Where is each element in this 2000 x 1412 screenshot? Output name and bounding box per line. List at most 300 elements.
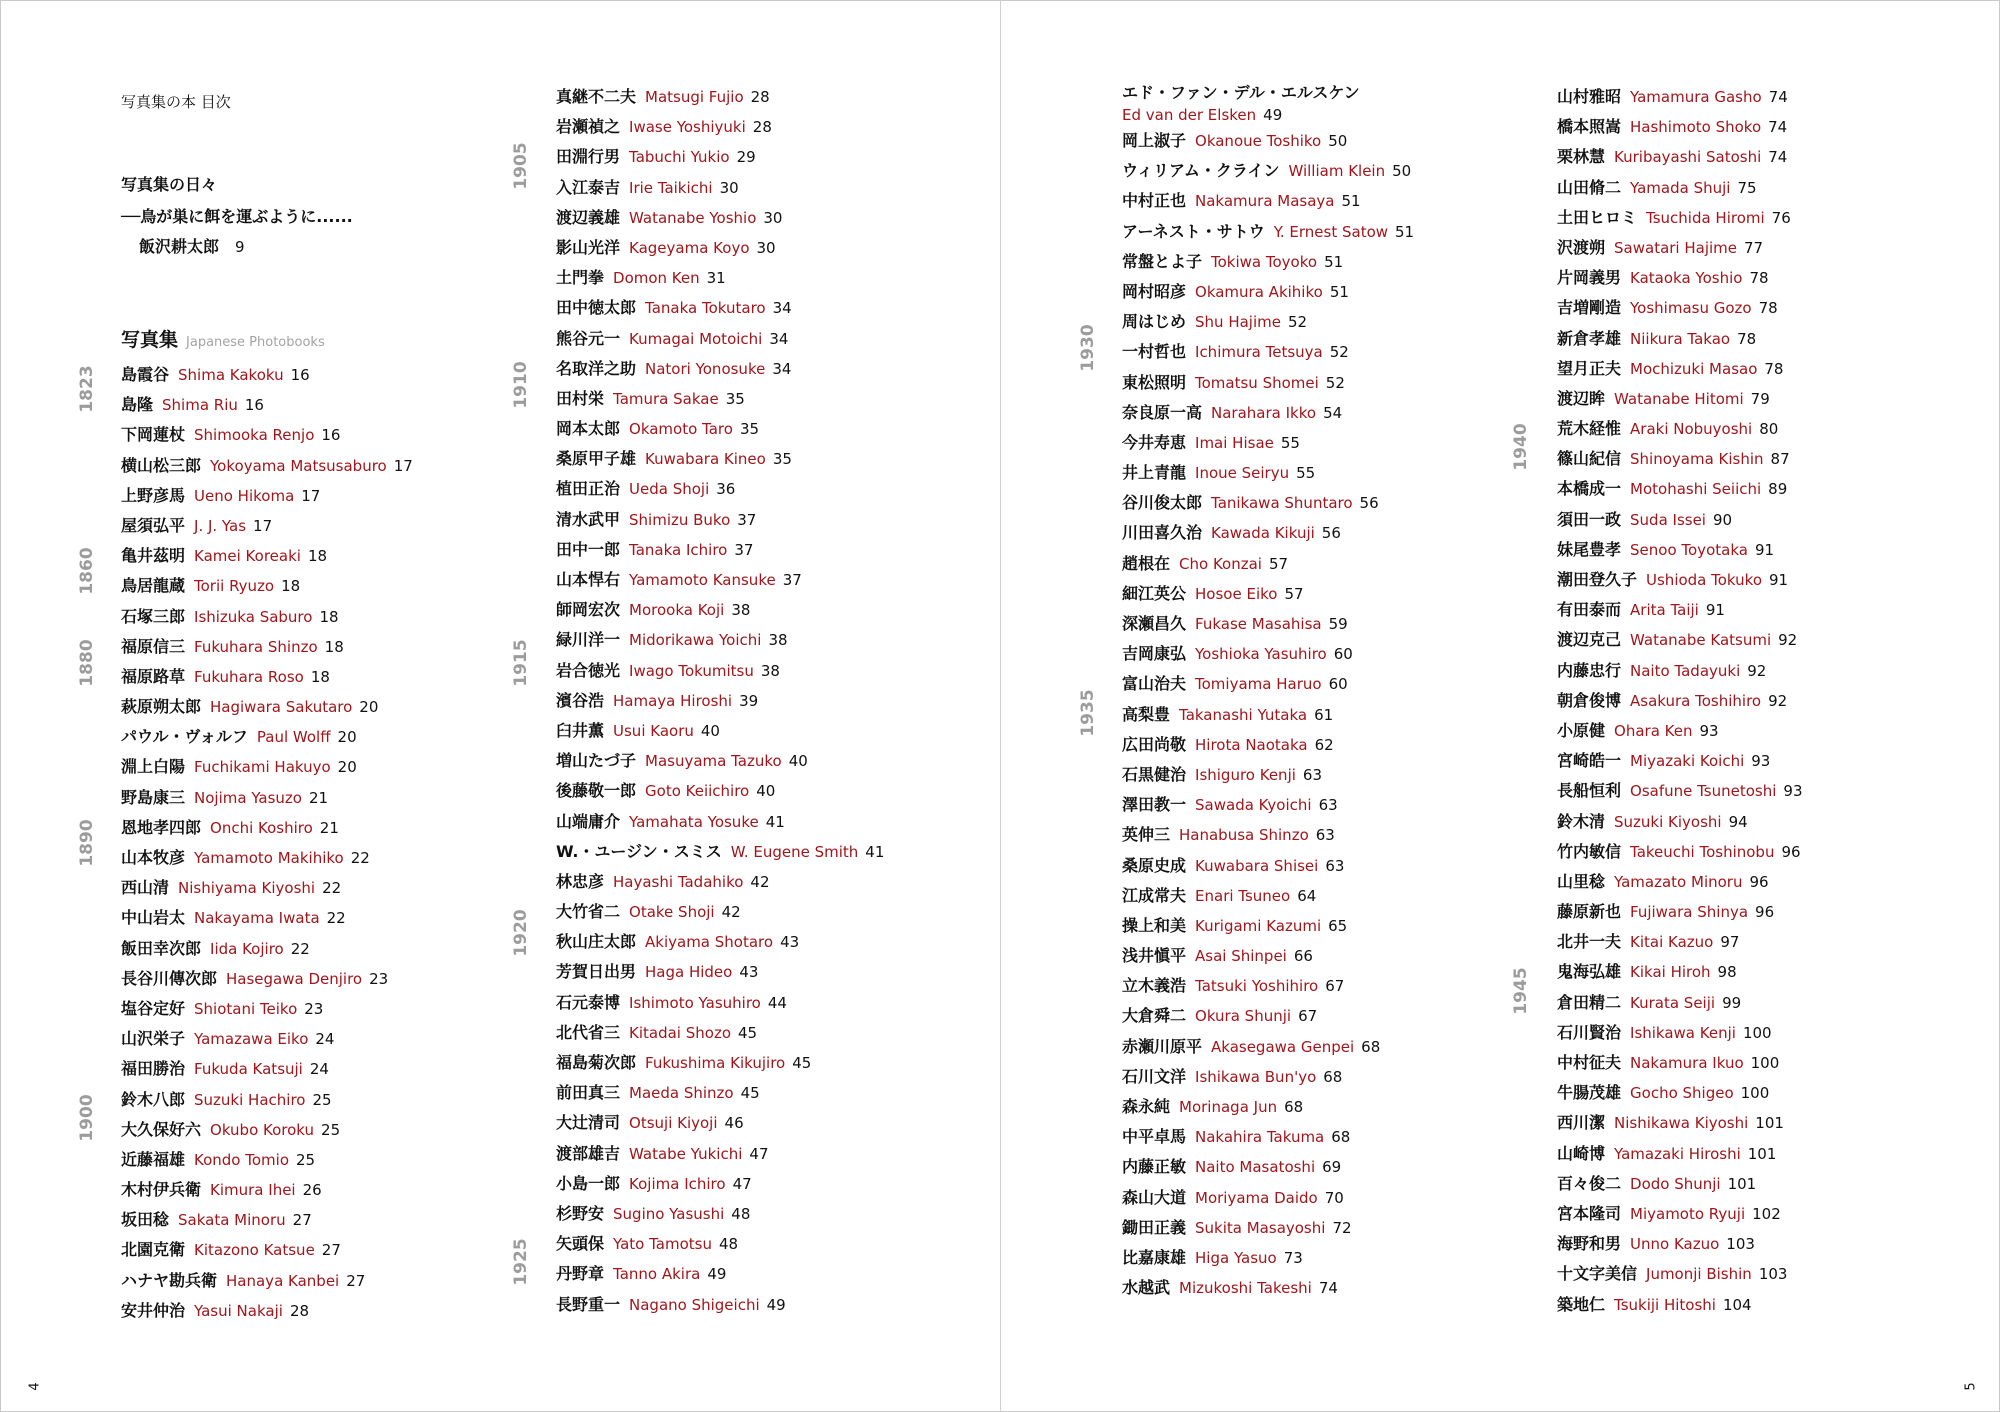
photographer-name-ja: 塩谷定好: [121, 998, 186, 1018]
toc-entry: [1122, 971, 1414, 1001]
toc-entry: [1557, 565, 1803, 595]
page-ref: 68: [1284, 1098, 1304, 1116]
photographer-name-en: Tokiwa Toyoko: [1211, 252, 1318, 271]
photographer-name-en: Nishiyama Kiyoshi: [178, 879, 316, 898]
toc-entry: [1557, 1139, 1803, 1169]
toc-entry: [121, 692, 413, 722]
page-ref: 93: [1751, 752, 1771, 771]
photographer-name-ja: 赤瀬川原平: [1122, 1036, 1203, 1056]
toc-entry: [1557, 867, 1803, 897]
page-ref: 44: [767, 993, 787, 1012]
page-ref: 18: [310, 667, 330, 686]
photographer-name-ja: 丹野章: [556, 1264, 605, 1284]
toc-entry: [556, 505, 884, 535]
toc-entry: [1122, 941, 1414, 971]
page-ref: 16: [244, 396, 264, 415]
page-ref: 43: [739, 963, 759, 982]
toc-entry: [556, 595, 884, 625]
toc-entry: [556, 354, 884, 384]
photographer-name-ja: 野島康三: [121, 787, 186, 807]
page-ref: 38: [760, 661, 780, 680]
photographer-name-ja: 長谷川傳次郎: [121, 968, 218, 988]
photographer-name-ja: 山沢栄子: [121, 1029, 186, 1049]
page-ref: 96: [1755, 903, 1775, 922]
page-ref: 38: [731, 601, 751, 620]
photographer-name-en: Shiotani Teiko: [194, 999, 298, 1018]
page-ref: 16: [290, 366, 310, 384]
page-ref: 78: [1737, 329, 1757, 348]
photographer-name-ja: 浅井愼平: [1122, 946, 1187, 966]
toc-entry: [1122, 428, 1414, 458]
photographer-name-ja: 前田真三: [556, 1083, 621, 1103]
photographer-name-ja: 山本牧彦: [121, 848, 186, 867]
photographer-name-en: Moriyama Daido: [1195, 1188, 1318, 1207]
toc-column-1: [121, 360, 413, 1326]
toc-entry: [1557, 505, 1803, 535]
toc-entry: [1122, 881, 1414, 911]
toc-entry: [1122, 1183, 1414, 1213]
toc-entry: [1557, 656, 1803, 686]
photographer-name-en: Onchi Koshiro: [210, 818, 313, 837]
photographer-name-ja: 山田脩二: [1557, 177, 1622, 197]
photographer-name-ja: 栗林慧: [1557, 147, 1606, 167]
toc-entry: [1122, 549, 1414, 579]
toc-entry: [1122, 156, 1414, 186]
toc-entry: [1557, 233, 1803, 263]
page-ref: 22: [322, 879, 342, 898]
photographer-name-en: Takeuchi Toshinobu: [1630, 842, 1775, 861]
page-ref: 63: [1315, 826, 1335, 845]
toc-entry: [556, 414, 884, 444]
page-ref: 48: [731, 1204, 751, 1223]
page-ref: 92: [1778, 631, 1798, 650]
photographer-name-en: Okanoue Toshiko: [1195, 132, 1322, 150]
photographer-name-ja: 常盤とよ子: [1122, 251, 1203, 271]
photographer-name-en: Tanaka Tokutaro: [645, 299, 766, 318]
page-ref: 27: [292, 1211, 312, 1230]
page-ref: 60: [1333, 645, 1353, 664]
photographer-name-en: Nojima Yasuzo: [194, 788, 302, 807]
photographer-name-en: Takanashi Yutaka: [1179, 705, 1308, 724]
photographer-name-ja: 森山大道: [1122, 1187, 1187, 1207]
photographer-name-en: Kuwabara Kineo: [645, 450, 766, 469]
photographer-name-ja: 操上和美: [1122, 915, 1187, 935]
page-ref: 90: [1712, 510, 1733, 529]
page-ref: 100: [1740, 1084, 1770, 1103]
photographer-name-ja: 石黒健治: [1122, 764, 1187, 784]
year-marker: 1823: [77, 365, 97, 413]
photographer-name-ja: パウル・ヴォルフ: [121, 727, 248, 747]
page-ref: 42: [721, 903, 741, 922]
photographer-name-en: Suzuki Hachiro: [194, 1090, 306, 1109]
photographer-name-en: Masuyama Tazuko: [645, 752, 782, 771]
photographer-name-ja: 竹内敏信: [1557, 841, 1622, 861]
photographer-name-en: Otsuji Kiyoji: [629, 1114, 718, 1133]
page-ref: 21: [308, 788, 329, 807]
toc-entry: [1557, 1169, 1803, 1199]
toc-entry: [1557, 1078, 1803, 1108]
toc-entry: [556, 1139, 884, 1169]
photographer-name-ja: アーネスト・サトウ: [1122, 221, 1265, 241]
essay-author: 飯沢耕太郎: [139, 237, 220, 256]
toc-entry: [556, 716, 884, 746]
photographer-name-en: Tanikawa Shuntaro: [1211, 494, 1353, 513]
toc-entry: [1557, 927, 1803, 957]
toc-entry: [1122, 760, 1414, 790]
photographer-name-ja: 山端庸介: [556, 811, 621, 831]
toc-entry: [556, 897, 884, 927]
photographer-name-en: Haga Hideo: [645, 963, 733, 982]
photographer-name-en: Kitai Kazuo: [1630, 933, 1714, 952]
photographer-name-ja: 大辻清司: [556, 1113, 621, 1133]
page-ref: 37: [782, 571, 802, 589]
photographer-name-ja: 深瀬昌久: [1122, 614, 1187, 633]
page-ref: 74: [1768, 118, 1788, 137]
photographer-name-en: Yamamoto Kansuke: [629, 571, 776, 589]
page-ref: 64: [1297, 886, 1317, 905]
year-marker: 1905: [511, 142, 531, 190]
page-ref: 45: [792, 1054, 812, 1072]
page-ref: 78: [1764, 359, 1784, 378]
page-ref: 48: [719, 1235, 739, 1254]
toc-column-4: [1557, 82, 1803, 1320]
photographer-name-ja: 山本悍右: [556, 570, 621, 589]
page-ref: 54: [1323, 403, 1343, 422]
page-ref: 18: [281, 577, 301, 596]
photographer-name-en: Tatsuki Yoshihiro: [1195, 977, 1319, 996]
toc-entry: [1122, 458, 1414, 488]
page-ref: 22: [350, 849, 370, 867]
photographer-name-en: Goto Keiichiro: [645, 782, 750, 801]
photographer-name-en: Nakahira Takuma: [1195, 1128, 1325, 1147]
toc-entry: [1122, 911, 1414, 941]
toc-entry: [556, 263, 884, 293]
photographer-name-en: Fukuda Katsuji: [194, 1060, 303, 1079]
page-ref: 21: [319, 818, 339, 837]
photographer-name-en: Kageyama Koyo: [629, 238, 750, 257]
toc-entry: [556, 535, 884, 565]
toc-entry: [1557, 746, 1803, 776]
page-ref: 41: [765, 812, 785, 831]
photographer-name-ja: 真継不二夫: [556, 87, 637, 106]
photographer-name-en: Ishikawa Kenji: [1630, 1023, 1736, 1042]
toc-entry: [121, 1175, 413, 1205]
toc-entry: [556, 565, 884, 595]
photographer-name-ja: 高梨豊: [1122, 704, 1171, 724]
photographer-name-en: Araki Nobuyoshi: [1630, 420, 1753, 439]
photographer-name-ja: 森永純: [1122, 1097, 1171, 1116]
photographer-name-ja: 谷川俊太郎: [1122, 493, 1203, 513]
page-ref: 62: [1314, 735, 1334, 754]
photographer-name-en: Tomiyama Haruo: [1195, 675, 1322, 694]
photographer-name-en: Yamazawa Eiko: [194, 1030, 309, 1049]
photographer-name-ja: 桑原甲子雄: [556, 449, 637, 469]
toc-entry: [1557, 444, 1803, 474]
toc-entry: [121, 662, 413, 692]
photographer-name-ja: 宮崎皓一: [1557, 751, 1622, 771]
toc-entry: [556, 1199, 884, 1229]
photographer-name-en: Kataoka Yoshio: [1630, 269, 1743, 288]
page-ref: 41: [865, 842, 885, 861]
page-ref: 20: [337, 728, 357, 747]
year-marker: 1880: [77, 639, 97, 687]
toc-entry: [556, 474, 884, 504]
photographer-name-ja: 沢渡朔: [1557, 237, 1606, 257]
photographer-name-ja: ハナヤ勘兵衛: [121, 1270, 218, 1290]
page-ref: 22: [326, 909, 346, 928]
photographer-name-en: Fukuhara Shinzo: [194, 637, 318, 656]
photographer-name-en: Shimooka Renjo: [194, 426, 315, 445]
photographer-name-en: Narahara Ikko: [1211, 403, 1317, 422]
page-ref: 31: [706, 269, 726, 288]
photographer-name-ja: 増山たづ子: [556, 751, 637, 771]
photographer-name-ja: 朝倉俊博: [1557, 690, 1622, 710]
page-ref: 52: [1325, 373, 1345, 392]
page-ref: 101: [1747, 1144, 1777, 1163]
toc-entry: [556, 444, 884, 474]
toc-entry: [121, 481, 413, 511]
toc-column-3: [1122, 82, 1414, 1303]
toc-entry: [1122, 1032, 1414, 1062]
toc-entry: [1122, 1152, 1414, 1182]
toc-entry: [1557, 1108, 1803, 1138]
photographer-name-en: Naito Masatoshi: [1195, 1158, 1316, 1177]
page-ref: 102: [1752, 1204, 1781, 1223]
photographer-name-ja: 矢頭保: [556, 1234, 605, 1254]
page-ref: 104: [1722, 1295, 1752, 1314]
photographer-name-en: Yamada Shuji: [1630, 178, 1731, 197]
essay-author-line: [121, 233, 353, 261]
photographer-name-en: Fukuhara Roso: [194, 667, 304, 686]
toc-entry: [1557, 324, 1803, 354]
photographer-name-en: Iwase Yoshiyuki: [629, 118, 746, 137]
page-ref: 66: [1293, 947, 1313, 966]
photographer-name-ja: 秋山庄太郎: [556, 932, 637, 952]
page-ref: 40: [700, 721, 720, 740]
page-ref: 45: [738, 1023, 758, 1042]
photographer-name-ja: 岩瀬禎之: [556, 117, 621, 137]
year-marker: 1910: [511, 361, 531, 409]
toc-entry: [121, 843, 413, 873]
page-ref: 99: [1722, 993, 1742, 1012]
toc-entry: [1122, 337, 1414, 367]
toc-entry: [556, 807, 884, 837]
toc-entry: [121, 390, 413, 420]
toc-entry: [1557, 957, 1803, 987]
photographer-name-en: Natori Yonosuke: [645, 359, 766, 378]
essay-entry: [121, 169, 353, 261]
toc-entry: [556, 233, 884, 263]
toc-entry: [556, 746, 884, 776]
photographer-name-en: Unno Kazuo: [1630, 1235, 1720, 1254]
section-title: 写真集: [121, 329, 179, 351]
photographer-name-en: Watanabe Katsumi: [1630, 631, 1772, 650]
page-ref: 57: [1284, 584, 1304, 603]
toc-entry: [556, 867, 884, 897]
photographer-name-ja: 川田喜久治: [1122, 523, 1203, 543]
toc-entry: [1122, 307, 1414, 337]
photographer-name-ja: 百々俊二: [1557, 1173, 1622, 1193]
photographer-name-ja: 石塚三郎: [121, 606, 186, 626]
photographer-name-ja: 澤田教一: [1122, 795, 1187, 815]
photographer-name-ja: 芳賀日出男: [556, 962, 637, 982]
toc-entry: [121, 994, 413, 1024]
page-number-left: 4: [27, 1382, 43, 1391]
photographer-name-ja: 亀井茲明: [121, 546, 186, 566]
photographer-name-en: Suda Issei: [1630, 510, 1706, 529]
photographer-name-en: Paul Wolff: [256, 728, 331, 747]
photographer-name-ja: 土田ヒロミ: [1557, 207, 1638, 227]
toc-entry: [121, 1054, 413, 1084]
toc-entry: [121, 1235, 413, 1265]
page-ref: 17: [253, 516, 273, 535]
photographer-name-en: Ueda Shoji: [629, 480, 710, 499]
photographer-name-ja: 恩地孝四郎: [121, 817, 202, 837]
page-ref: 60: [1328, 675, 1348, 694]
photographer-name-en: Hagiwara Sakutaro: [210, 698, 353, 717]
page-ref: 91: [1705, 601, 1725, 620]
toc-entry: [556, 1108, 884, 1138]
page-ref: 74: [1318, 1279, 1338, 1298]
year-marker: 1930: [1078, 324, 1098, 372]
photographer-name-ja: 海野和男: [1557, 1234, 1622, 1254]
toc-entry: [121, 1266, 413, 1296]
photographer-name-ja: 橋本照嵩: [1557, 117, 1622, 137]
photographer-name-ja: 藤原新也: [1557, 902, 1622, 922]
toc-entry: [121, 1145, 413, 1175]
photographer-name-en: Tomatsu Shomei: [1195, 373, 1319, 392]
photographer-name-en: Asai Shinpei: [1195, 947, 1287, 966]
page-ref: 80: [1759, 420, 1779, 439]
toc-entry: [1557, 716, 1803, 746]
photographer-name-ja: 今井寿恵: [1122, 432, 1187, 452]
page-ref: 37: [734, 540, 754, 559]
toc-entry: [1557, 1229, 1803, 1259]
photographer-name-en: Akasegawa Genpei: [1211, 1037, 1355, 1056]
page-ref: 30: [756, 238, 776, 257]
photographer-name-ja: 入江泰吉: [556, 177, 621, 197]
page-ref: 56: [1359, 494, 1379, 513]
photographer-name-ja: 吉増剛造: [1557, 298, 1622, 318]
photographer-name-ja: 鬼海弘雄: [1557, 962, 1622, 982]
photographer-name-en: Usui Kaoru: [613, 721, 694, 740]
toc-entry: [1557, 595, 1803, 625]
photographer-name-ja: 岡本太郎: [556, 419, 621, 439]
toc-entry: [1557, 625, 1803, 655]
year-marker: 1900: [77, 1094, 97, 1142]
page-ref: 50: [1392, 162, 1412, 181]
page-ref: 77: [1744, 238, 1764, 257]
year-marker: 1860: [77, 547, 97, 595]
essay-title-line2: ──鳥が巣に餌を運ぶように......: [121, 207, 353, 226]
photographer-name-ja: 岩合徳光: [556, 660, 621, 680]
page-ref: 103: [1726, 1235, 1755, 1254]
photographer-name-ja: 妹尾豊孝: [1557, 539, 1622, 559]
photographer-name-en: Otake Shoji: [629, 903, 715, 922]
page-ref: 23: [304, 999, 324, 1018]
page-ref: 47: [732, 1174, 752, 1193]
page-ref: 49: [707, 1265, 727, 1284]
photographer-name-ja: 宮本隆司: [1557, 1203, 1622, 1223]
page-ref: 96: [1781, 842, 1801, 861]
photographer-name-en: Suzuki Kiyoshi: [1614, 812, 1722, 831]
photographer-name-en: Hosoe Eiko: [1195, 584, 1278, 603]
photographer-name-ja: 渡部雄吉: [556, 1143, 621, 1163]
photographer-name-en: Kojima Ichiro: [629, 1174, 726, 1193]
toc-entry: [121, 571, 413, 601]
page-ref: 17: [301, 486, 321, 505]
toc-entry: [1122, 82, 1414, 126]
photographer-name-ja: 大久保好六: [121, 1119, 202, 1139]
toc-entry: [1557, 1199, 1803, 1229]
toc-entry: [1557, 807, 1803, 837]
toc-entry: [121, 1115, 413, 1145]
photographer-name-ja: 島霞谷: [121, 365, 170, 384]
photographer-name-en: Maeda Shinzo: [629, 1084, 734, 1103]
toc-entry: [1557, 384, 1803, 414]
year-marker: 1935: [1078, 689, 1098, 737]
photographer-name-ja: 林忠彦: [556, 871, 605, 891]
page-ref: 70: [1324, 1188, 1344, 1207]
photographer-name-en: Tsuchida Hiromi: [1646, 208, 1765, 227]
photographer-name-en: Ishimoto Yasuhiro: [629, 993, 761, 1012]
page-ref: 87: [1770, 450, 1790, 469]
photographer-name-ja: 石元泰博: [556, 992, 621, 1012]
photographer-name-ja: 新倉孝雄: [1557, 328, 1622, 348]
page-ref: 92: [1747, 661, 1767, 680]
toc-entry: [556, 203, 884, 233]
photographer-name-en: Fuchikami Hakuyo: [194, 758, 331, 777]
toc-entry: [121, 1024, 413, 1054]
toc-entry: [556, 1290, 884, 1320]
photographer-name-ja: 名取洋之助: [556, 358, 637, 378]
photographer-name-ja: 長船恒利: [1557, 781, 1622, 801]
photographer-name-ja: 立木義浩: [1122, 976, 1187, 996]
toc-entry: [121, 541, 413, 571]
toc-entry: [121, 420, 413, 450]
photographer-name-ja: 福原路草: [121, 666, 186, 686]
photographer-name-en: Kitadai Shozo: [629, 1023, 731, 1042]
toc-entry: [1557, 1018, 1803, 1048]
photographer-name-en: Mochizuki Masao: [1630, 359, 1758, 378]
photographer-name-ja: 有田泰而: [1557, 600, 1622, 620]
photographer-name-en: Mizukoshi Takeshi: [1179, 1279, 1312, 1298]
photographer-name-ja: 石川賢治: [1557, 1022, 1622, 1042]
page-ref: 68: [1323, 1067, 1343, 1086]
photographer-name-en: Ed van der Elsken: [1122, 106, 1257, 124]
toc-entry: [121, 752, 413, 782]
photographer-name-en: Morooka Koji: [629, 601, 725, 620]
toc-entry: [1122, 639, 1414, 669]
photographer-name-en: Kondo Tomio: [194, 1150, 290, 1169]
toc-entry: [556, 384, 884, 414]
photographer-name-en: Kikai Hiroh: [1630, 963, 1711, 982]
photographer-name-en: Ueno Hikoma: [194, 486, 295, 505]
toc-entry: [1557, 354, 1803, 384]
page-ref: 100: [1750, 1054, 1780, 1072]
page-ref: 103: [1758, 1265, 1788, 1284]
photographer-name-en: Hanaya Kanbei: [226, 1271, 340, 1290]
page-ref: 26: [302, 1181, 322, 1200]
photographer-name-en: Kurigami Kazumi: [1195, 916, 1322, 935]
toc-entry: [121, 964, 413, 994]
photographer-name-en: Irie Taikichi: [629, 178, 713, 197]
photographer-name-ja: 須田一政: [1557, 509, 1622, 529]
photographer-name-en: Morinaga Jun: [1179, 1098, 1278, 1116]
page-ref: 29: [736, 148, 756, 167]
page-ref: 24: [309, 1060, 329, 1079]
photographer-name-en: Shima Riu: [162, 396, 238, 415]
